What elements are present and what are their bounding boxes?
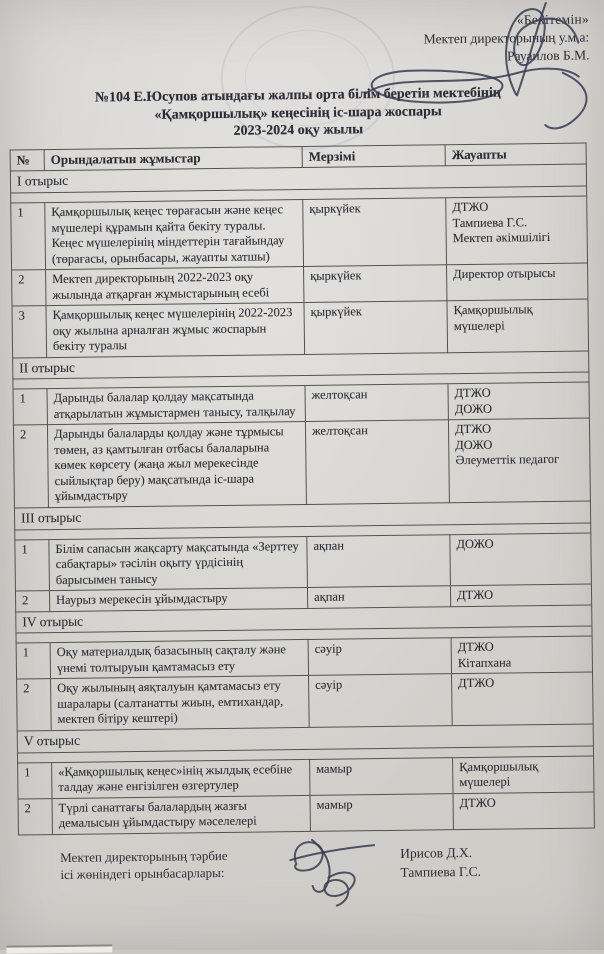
plan-table-body [10,164,594,834]
task-cell: Түрлі санаттағы балалардың жазғы демалысын ұйымдастыру мәселелері [52,795,310,834]
term-cell: мамыр [310,793,453,831]
task-cell: «Қамқоршылық кеңес»інің жылдық есебіне талдау және енгізілген өзгертулер [52,759,310,798]
table-row [12,299,589,358]
responsible-cell: ДОЖО [450,533,592,586]
deputies-signatures [282,832,403,913]
approver-role: Мектеп директорының у.м.а: [423,29,590,47]
column-header-term: Мерзімі [302,145,445,168]
table-row [11,196,588,270]
footer-label-line-2: ісі жөніндегі орынбасарлары: [60,865,225,883]
title-line-1: №104 Е.Юсупов атындағы жалпы орта білім беретін мектебінің [94,85,502,106]
approval-block [0,0,600,72]
row-number: 2 [17,679,52,731]
footer-label-line-1: Мектеп директорының тәрбие [60,847,228,865]
footer-label [60,846,275,884]
responsible-cell: ДТЖО [453,792,594,830]
section-title: III отырыс [14,501,590,530]
table-row [13,418,590,508]
term-cell: мамыр [310,757,453,795]
responsible-cell: ДТЖО ДОЖО [448,382,589,420]
title-line-3: 2023-2024 оқу жылы [233,122,364,140]
responsible-cell: ДТЖО Кітапхана [451,636,592,674]
column-header-num: № [10,150,44,172]
task-cell: Қамқоршылық кеңес мүшелерінің 2022-2023 оқу жылына арналған жұмыс жоспарын бекіту туралы [46,303,305,358]
task-cell: Оқу жылының аяқталуын қамтамасыз ету шаралары (салтанатты жиын, емтихандар, мектеп бітіру кештері) [51,676,310,731]
task-cell: Оқу материалдық базасының сақталу және үнемі толтыруын қамтамасыз ету [50,640,308,679]
term-cell: қыркүйек [304,301,448,354]
row-number: 2 [13,425,48,508]
row-number: 1 [13,389,47,425]
table-row [18,792,594,835]
deputy-name-1: Ирисов Д.Х. [400,844,473,861]
term-cell: ақпан [307,534,451,587]
term-cell: желтоқсан [305,384,448,422]
task-cell: Білім сапасын жақсарту мақсатында «Зерттеу сабақтары» тәсілін оқыту үрдісінің барысымен танысу [49,536,308,591]
row-number: 1 [16,643,50,679]
plan-table [10,143,595,835]
row-number: 1 [11,203,46,270]
title-line-2: «Қамқоршылық» кеңесінің іс-шара жоспары [154,103,442,123]
row-number: 2 [12,270,46,306]
photo-corner-edge [6,944,112,953]
term-cell: ақпан [307,586,450,608]
deputy-name-2: Тампиева Г.С. [400,863,482,880]
section-title: V отырыс [17,724,593,753]
approver-name: Рауаилов Б.М. [507,47,590,64]
task-cell: Мектеп директорының 2022-2023 оқу жылында атқарған жұмыстарының есебі [46,267,304,306]
table-row [15,533,592,592]
task-cell: Дарынды балалар қолдау мақсатында атқарылатын жұмыстармен танысу, талқылау [47,386,305,425]
section-title: IV отырыс [16,605,592,634]
approve-label: «Бекітемін» [516,11,590,28]
responsible-cell: ДТЖО [450,584,591,606]
footer-signing-block [60,842,604,886]
term-cell: қыркүйек [304,265,447,303]
row-number: 1 [15,539,50,591]
responsible-cell: ДТЖО [452,672,594,725]
column-header-resp: Жауапты [445,143,586,166]
task-cell: Наурыз мерекесін ұйымдастыру [49,588,307,612]
footer-names [400,844,481,883]
task-cell: Қамқоршылық кеңес төрағасын және кеңес мүшелері құрамын қайта бекіту туралы. Кеңес мүшелерінің міндеттерін тағайындау (төрағасы, орынбасары, жауапты хатшы) [45,200,304,270]
row-number: 2 [18,798,52,834]
task-cell: Дарынды балаларды қолдау және тұрмысы төмен, аз қамтылған отбасы балаларына көмек көрсету (жаңа жыл мерекесінде сыйлықтар беру) мақсатында іс-шара ұйымдастыру [47,422,306,508]
page-title [0,83,600,144]
term-cell: желтоқсан [305,420,449,504]
responsible-cell: ДТЖО ДОЖО Әлеуметтік педагог [448,418,590,502]
section-title: II отырыс [13,351,589,380]
responsible-cell: Қамқоршылық мүшелері [453,756,594,794]
responsible-cell: Қамқоршылық мүшелері [447,299,589,352]
responsible-cell: Директор отырысы [447,263,588,301]
term-cell: сәуір [309,674,453,727]
row-number: 1 [18,762,52,798]
responsible-cell: ДТЖО Тампиева Г.С. Мектеп әкімшілігі [446,196,588,265]
row-number: 2 [15,591,49,612]
table-row [17,672,594,731]
column-header-task: Орындалатын жұмыстар [44,147,302,171]
term-cell: қыркүйек [303,198,447,267]
row-number: 3 [12,306,47,358]
section-title: I отырыс [10,164,586,193]
term-cell: сәуір [308,638,451,676]
